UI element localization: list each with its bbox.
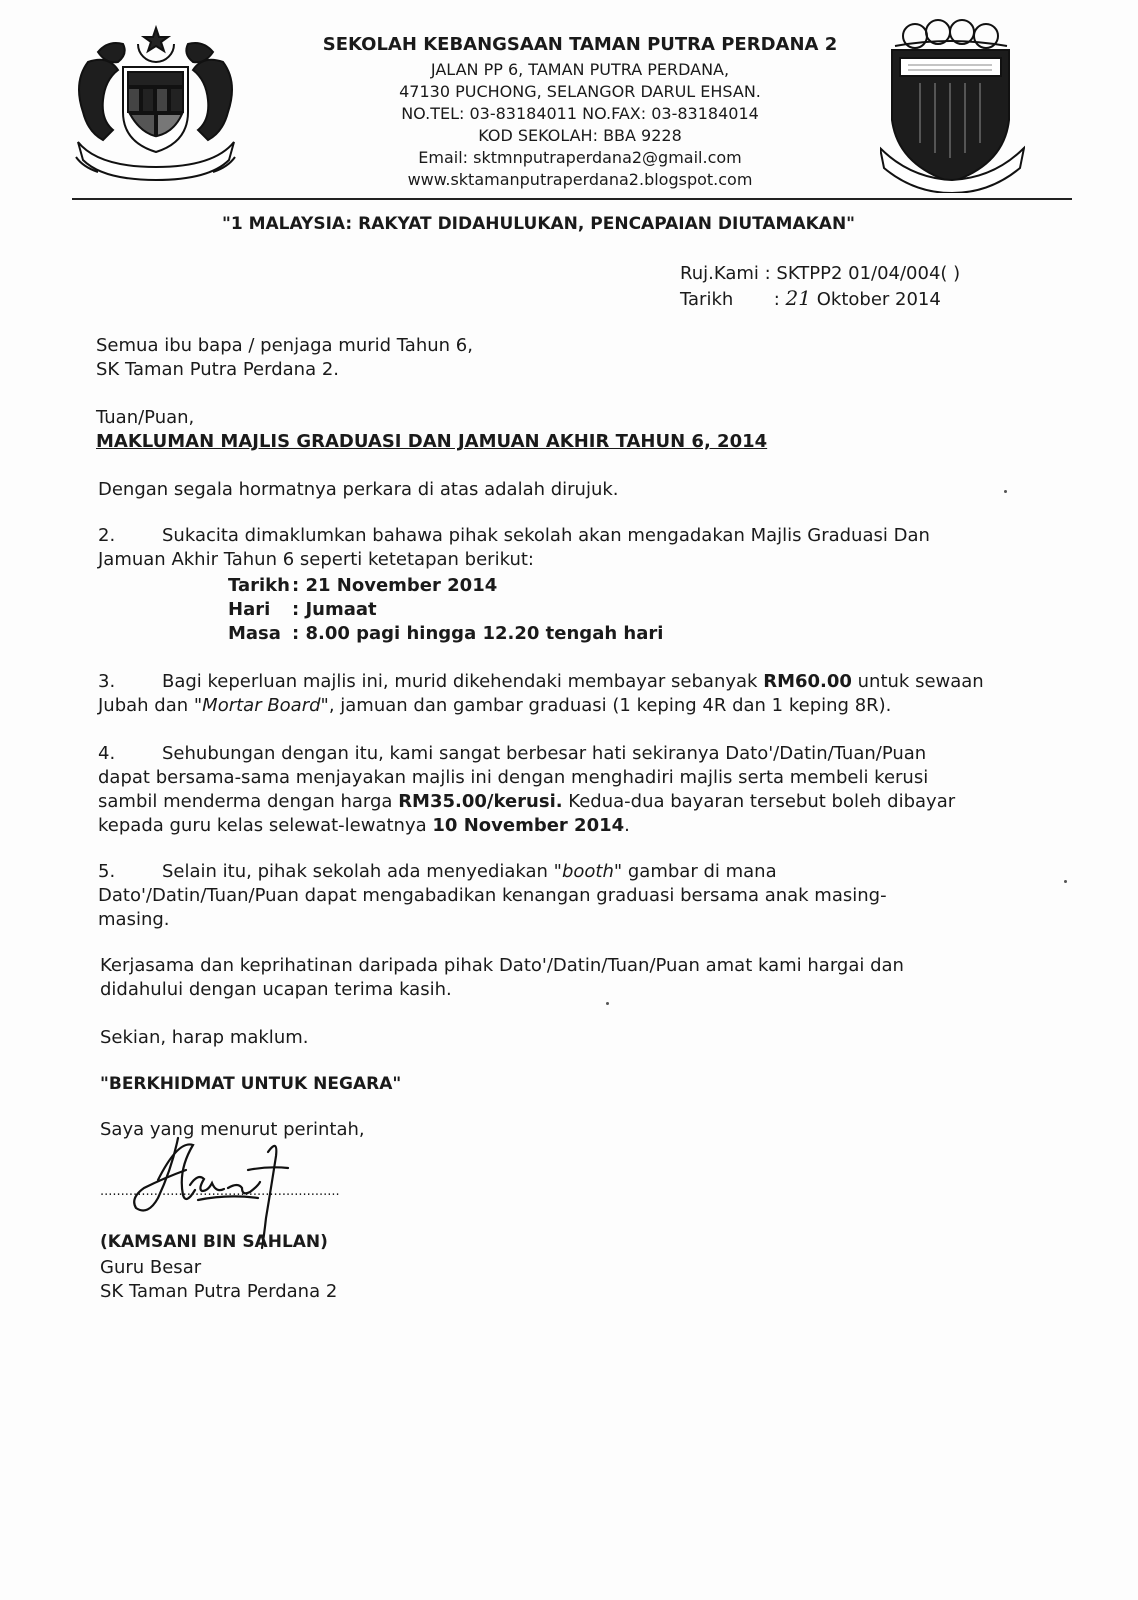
subject: MAKLUMAN MAJLIS GRADUASI DAN JAMUAN AKHIR TAHUN 6, 2014 (96, 431, 768, 452)
para5-number: 5. (98, 861, 116, 882)
detail-masa (228, 622, 663, 646)
slogan: "1 MALAYSIA: RAKYAT DIDAHULUKAN, PENCAPAIAN DIUTAMAKAN" (222, 214, 856, 234)
phone-fax: NO.TEL: 03-83184011 NO.FAX: 03-83184014 (401, 104, 759, 123)
recipient-line-2: SK Taman Putra Perdana 2. (96, 359, 340, 380)
scan-speck (606, 1002, 609, 1005)
email: Email: sktmnputraperdana2@gmail.com (418, 148, 742, 167)
signature-dotted-line: .......................................................... (100, 1184, 340, 1199)
reference-tarikh (680, 286, 941, 312)
detail-value: : Jumaat (292, 599, 377, 620)
scan-speck (1004, 490, 1007, 493)
website: www.sktamanputraperdana2.blogspot.com (407, 170, 753, 189)
closing-line-1: Kerjasama dan keprihatinan daripada pihak Dato'/Datin/Tuan/Puan amat kami hargai dan (100, 955, 904, 976)
para3-line-2 (98, 694, 891, 718)
para3-text-b: untuk sewaan (851, 671, 984, 692)
recipient-line-1: Semua ibu bapa / penjaga murid Tahun 6, (96, 335, 473, 356)
reference-ruj (680, 262, 960, 286)
address-line-2: 47130 PUCHONG, SELANGOR DARUL EHSAN. (399, 82, 761, 101)
detail-label: Masa (228, 623, 281, 644)
para3-number: 3. (98, 671, 116, 692)
para4-line-3 (98, 790, 955, 814)
detail-label: Hari (228, 599, 271, 620)
detail-value: : 8.00 pagi hingga 12.20 tengah hari (292, 623, 664, 644)
para2-line-1: Sukacita dimaklumkan bahawa pihak sekolah akan mengadakan Majlis Graduasi Dan (162, 525, 930, 546)
detail-value: : 21 November 2014 (292, 575, 498, 596)
para2-line-2: Jamuan Akhir Tahun 6 seperti ketetapan berikut: (98, 549, 534, 570)
saya-yang-menurut-perintah: Saya yang menurut perintah, (100, 1119, 365, 1140)
address-line-1: JALAN PP 6, TAMAN PUTRA PERDANA, (430, 60, 730, 79)
para5-line1-italic: booth (561, 861, 614, 882)
ruj-label: Ruj.Kami (680, 263, 759, 284)
detail-tarikh (228, 574, 497, 598)
signatory-name: (KAMSANI BIN SAHLAN) (100, 1232, 328, 1252)
para3-line2-a: Jubah dan " (98, 695, 203, 716)
para3-line-1 (162, 670, 984, 694)
tarikh-sep: : (773, 289, 780, 310)
tarikh-day-handwritten: 21 (785, 286, 811, 310)
para3-amount: RM60.00 (763, 671, 852, 692)
para5-line1-b: " gambar di mana (613, 861, 777, 882)
sekian: Sekian, harap maklum. (100, 1027, 309, 1048)
motto: "BERKHIDMAT UNTUK NEGARA" (100, 1074, 402, 1094)
school-name: SEKOLAH KEBANGSAAN TAMAN PUTRA PERDANA 2 (322, 34, 838, 55)
para5-line-3: masing. (98, 909, 170, 930)
para3-line2-b: ", jamuan dan gambar graduasi (1 keping 4R dan 1 keping 8R). (320, 695, 892, 716)
para4-deadline: 10 November 2014 (432, 815, 625, 836)
school-code: KOD SEKOLAH: BBA 9228 (478, 126, 682, 145)
para4-price: RM35.00/kerusi. (398, 791, 563, 812)
para5-line1-a: Selain itu, pihak sekolah ada menyediakan " (162, 861, 562, 882)
para4-line-1: Sehubungan dengan itu, kami sangat berbesar hati sekiranya Dato'/Datin/Tuan/Puan (162, 743, 927, 764)
para4-line-2: dapat bersama-sama menjayakan majlis ini dengan menghadiri majlis serta membeli kerusi (98, 767, 929, 788)
para3-text-a: Bagi keperluan majlis ini, murid dikehendaki membayar sebanyak (162, 671, 764, 692)
para4-line4-b: . (624, 815, 630, 836)
para5-line-1 (162, 860, 777, 884)
scan-speck (1064, 880, 1067, 883)
coat-of-arms-emblem (68, 22, 243, 186)
para3-line2-italic: Mortar Board (202, 695, 321, 716)
salutation: Tuan/Puan, (96, 407, 195, 428)
detail-label: Tarikh (228, 575, 290, 596)
intro: Dengan segala hormatnya perkara di atas adalah dirujuk. (98, 479, 619, 500)
ruj-value: : SKTPP2 01/04/004( ) (764, 263, 961, 284)
closing-line-2: didahului dengan ucapan terima kasih. (100, 979, 452, 1000)
para4-line3-a: sambil menderma dengan harga (98, 791, 399, 812)
para4-line3-b: Kedua-dua bayaran tersebut boleh dibayar (562, 791, 956, 812)
tarikh-rest: Oktober 2014 (816, 289, 941, 310)
signatory-school: SK Taman Putra Perdana 2 (100, 1281, 338, 1302)
para2-number: 2. (98, 525, 116, 546)
detail-hari (228, 598, 377, 622)
para4-number: 4. (98, 743, 116, 764)
para4-line4-a: kepada guru kelas selewat-lewatnya (98, 815, 433, 836)
para4-line-4 (98, 814, 630, 838)
para5-line-2: Dato'/Datin/Tuan/Puan dapat mengabadikan kenangan graduasi bersama anak masing- (98, 885, 887, 906)
tarikh-label: Tarikh (680, 289, 734, 310)
school-crest-emblem (880, 18, 1025, 197)
header-divider (72, 198, 1072, 200)
signatory-title: Guru Besar (100, 1257, 202, 1278)
